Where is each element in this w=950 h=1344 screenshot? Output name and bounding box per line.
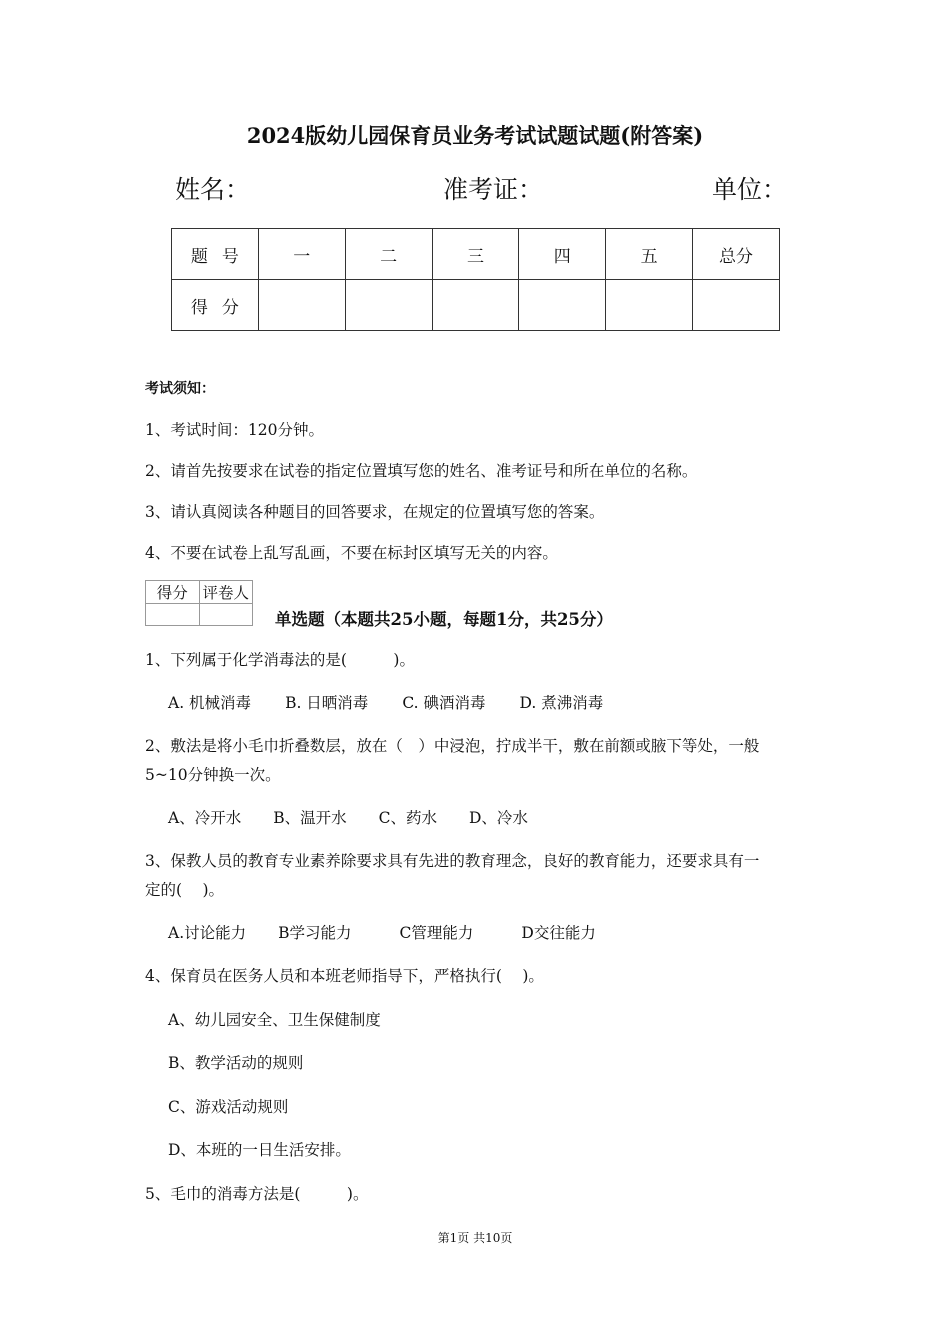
score-cell (519, 280, 606, 331)
score-cell (345, 280, 432, 331)
option: D、本班的一日生活安排。 (168, 1141, 351, 1159)
question-stem: 5、毛巾的消毒方法是( )。 (145, 1185, 369, 1203)
option: A、幼儿园安全、卫生保健制度 (168, 1011, 381, 1029)
score-cell (606, 280, 693, 331)
score-table-score-row (172, 280, 780, 331)
option: A、冷开水 (168, 809, 242, 827)
score-table-col-total: 总分 (693, 229, 780, 280)
option: D交往能力 (521, 924, 596, 942)
question-options (168, 921, 596, 943)
grader-name-cell (199, 604, 253, 626)
score-table-col-1: 一 (258, 229, 345, 280)
question-stem-cont: 定的( )。 (145, 881, 225, 899)
question-stem-cont: 5~10分钟换一次。 (145, 766, 281, 784)
score-cell (693, 280, 780, 331)
grader-name-label: 评卷人 (199, 581, 253, 604)
notice-item: 2、请首先按要求在试卷的指定位置填写您的姓名、准考证号和所在单位的名称。 (145, 462, 698, 480)
notice-item: 4、不要在试卷上乱写乱画，不要在标封区填写无关的内容。 (145, 544, 558, 562)
option: C、药水 (378, 809, 437, 827)
score-table-header-row (172, 229, 780, 280)
score-table-header-label: 题号 (172, 229, 259, 280)
grader-score-label: 得分 (146, 581, 200, 604)
score-cell (432, 280, 519, 331)
question-options (168, 691, 603, 713)
exam-number-label: 准考证： (443, 175, 544, 204)
question-stem: 4、保育员在医务人员和本班老师指导下，严格执行( )。 (145, 967, 544, 985)
option: D. 煮沸消毒 (519, 694, 604, 712)
option: C管理能力 (399, 924, 474, 942)
score-table-col-4: 四 (519, 229, 606, 280)
option: B学习能力 (278, 924, 352, 942)
unit-label: 单位： (712, 175, 788, 204)
option: B. 日晒消毒 (285, 694, 369, 712)
score-table-row-label: 得分 (172, 280, 259, 331)
option: A.讨论能力 (168, 924, 247, 942)
section-title: 单选题（本题共25小题，每题1分，共25分） (275, 610, 613, 629)
notice-item: 1、考试时间：120分钟。 (145, 421, 324, 439)
score-cell (258, 280, 345, 331)
option: B、温开水 (273, 809, 347, 827)
document-title: 2024版幼儿园保育员业务考试试题试题(附答案) (246, 123, 704, 148)
option: A. 机械消毒 (168, 694, 252, 712)
question-stem: 2、敷法是将小毛巾折叠数层，放在（ ）中浸泡，拧成半干，敷在前额或腋下等处，一般 (145, 737, 760, 755)
question-options (168, 806, 528, 828)
score-table-col-3: 三 (432, 229, 519, 280)
option: C、游戏活动规则 (168, 1098, 289, 1116)
score-table (171, 228, 780, 331)
name-label: 姓名： (175, 175, 251, 204)
page-footer: 第1页 共10页 (437, 1231, 513, 1245)
question-stem: 3、保教人员的教育专业素养除要求具有先进的教育理念，良好的教育能力，还要求具有一 (145, 852, 760, 870)
notice-item: 3、请认真阅读各种题目的回答要求，在规定的位置填写您的答案。 (145, 503, 605, 521)
option: C. 碘酒消毒 (402, 694, 486, 712)
score-table-col-5: 五 (606, 229, 693, 280)
option: D、冷水 (468, 809, 528, 827)
grader-box (145, 580, 253, 626)
notice-heading: 考试须知： (145, 381, 215, 397)
option: B、教学活动的规则 (168, 1054, 304, 1072)
score-table-col-2: 二 (345, 229, 432, 280)
grader-score-cell (146, 604, 200, 626)
question-stem: 1、下列属于化学消毒法的是( )。 (145, 651, 415, 669)
